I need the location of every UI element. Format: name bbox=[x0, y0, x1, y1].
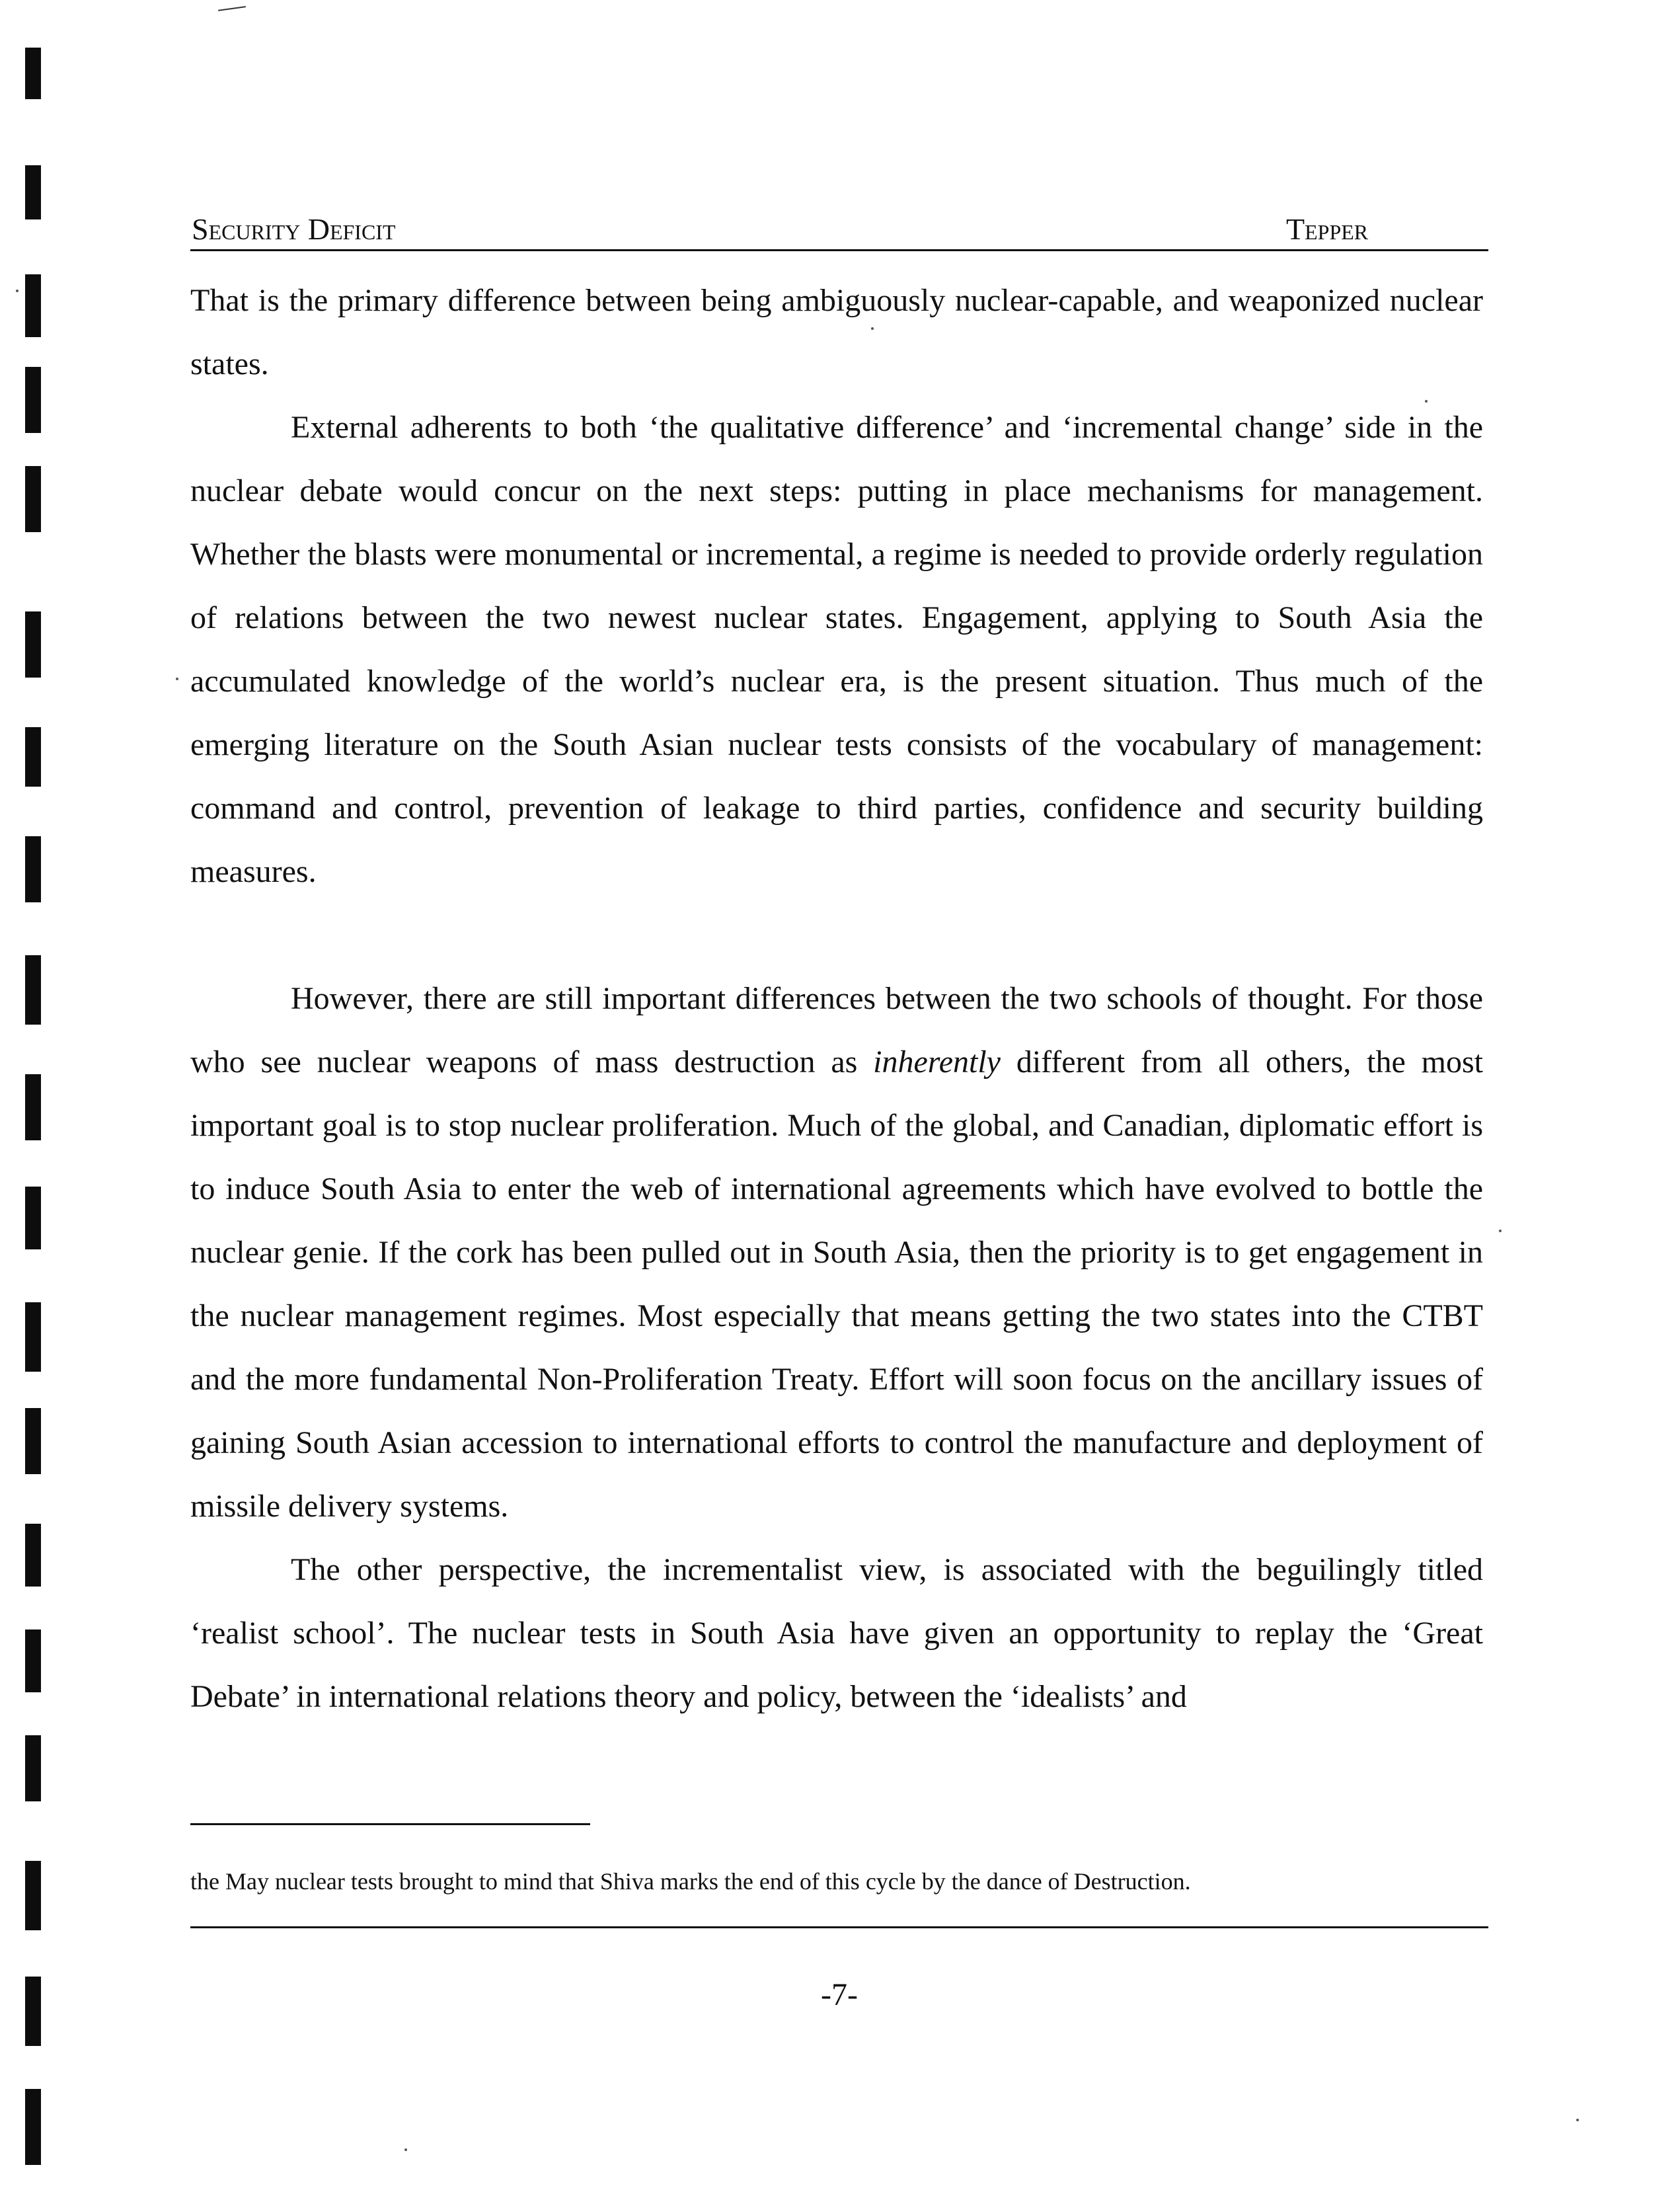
binder-mark bbox=[25, 367, 41, 433]
binder-mark bbox=[25, 1074, 41, 1140]
running-header bbox=[190, 208, 1488, 251]
emphasized-word: inherently bbox=[873, 1044, 1001, 1079]
binder-mark bbox=[25, 165, 41, 219]
binder-mark bbox=[25, 1735, 41, 1801]
scan-speck bbox=[1499, 1230, 1502, 1232]
binder-mark bbox=[25, 1302, 41, 1372]
scan-speck bbox=[16, 290, 19, 292]
paragraph: The other perspective, the incrementalist view, is associated with the beguilingly titled ‘realist school’. The nuclear tests in South Asia have given an opportunity to replay the ‘Great Debate’ in international relations theory and policy, between the ‘idealists’ and bbox=[190, 1552, 1483, 1714]
footer-rule bbox=[190, 1926, 1488, 1928]
scan-speck bbox=[176, 678, 178, 680]
binder-mark bbox=[25, 48, 41, 99]
binder-mark bbox=[25, 1861, 41, 1930]
binder-mark bbox=[25, 274, 41, 337]
paragraph-text: different from all others, the most important goal is to stop nuclear proliferation. Much of the global, and Canadian, diplomatic effort is to induce South Asia to enter the web of international agreements which have evolved to bottle the nuclear genie. If the cork has been pulled out in South Asia, then the priority is to get engagement in the nuclear management regimes. Most especially that means getting the two states into the CTBT and the more fundamental Non-Proliferation Treaty. Effort will soon focus on the ancillary issues of gaining South Asian accession to international efforts to control the manufacture and deployment of missile delivery systems. bbox=[190, 1044, 1483, 1524]
paragraph bbox=[190, 967, 1483, 1538]
scan-speck bbox=[404, 2148, 407, 2151]
binder-mark bbox=[25, 955, 41, 1025]
paragraph: That is the primary difference between being ambiguously nuclear-capable, and weaponized nuclear states. bbox=[190, 283, 1483, 381]
binder-mark bbox=[25, 1977, 41, 2046]
page-number: -7- bbox=[821, 1977, 858, 2012]
scan-speck bbox=[1576, 2119, 1579, 2121]
body-text bbox=[190, 269, 1483, 1729]
binder-mark bbox=[25, 1524, 41, 1587]
footnote: the May nuclear tests brought to mind that Shiva marks the end of this cycle by the dance of Destruction. bbox=[190, 1868, 1191, 1895]
binder-mark bbox=[25, 611, 41, 678]
binder-mark bbox=[25, 1408, 41, 1474]
header-title: Security Deficit bbox=[192, 212, 396, 246]
binder-mark bbox=[25, 2089, 41, 2165]
header-author: Tepper bbox=[1286, 212, 1369, 246]
binder-mark bbox=[25, 466, 41, 532]
footnote-separator bbox=[190, 1823, 590, 1825]
binder-mark bbox=[25, 727, 41, 787]
binder-mark bbox=[25, 1187, 41, 1249]
paragraph: External adherents to both ‘the qualitative difference’ and ‘incremental change’ side in the nuclear debate would concur on the next steps: putting in place mechanisms for management. Whether the blasts were monumental or incremental, a regime is needed to provide orderly regulation of relations between the two newest nuclear states. Engagement, applying to South Asia the accumulated knowledge of the world’s nuclear era, is the present situation. Thus much of the emerging literature on the South Asian nuclear tests consists of the vocabulary of management: command and control, prevention of leakage to third parties, confidence and security building measures. bbox=[190, 410, 1483, 889]
paragraph-text: However, there are still important differences between the two schools of thought. For those who see nuclear weapons of mass destruction as bbox=[190, 981, 1483, 1079]
scan-mark bbox=[218, 6, 246, 11]
binder-mark bbox=[25, 1629, 41, 1692]
binder-mark bbox=[25, 836, 41, 902]
